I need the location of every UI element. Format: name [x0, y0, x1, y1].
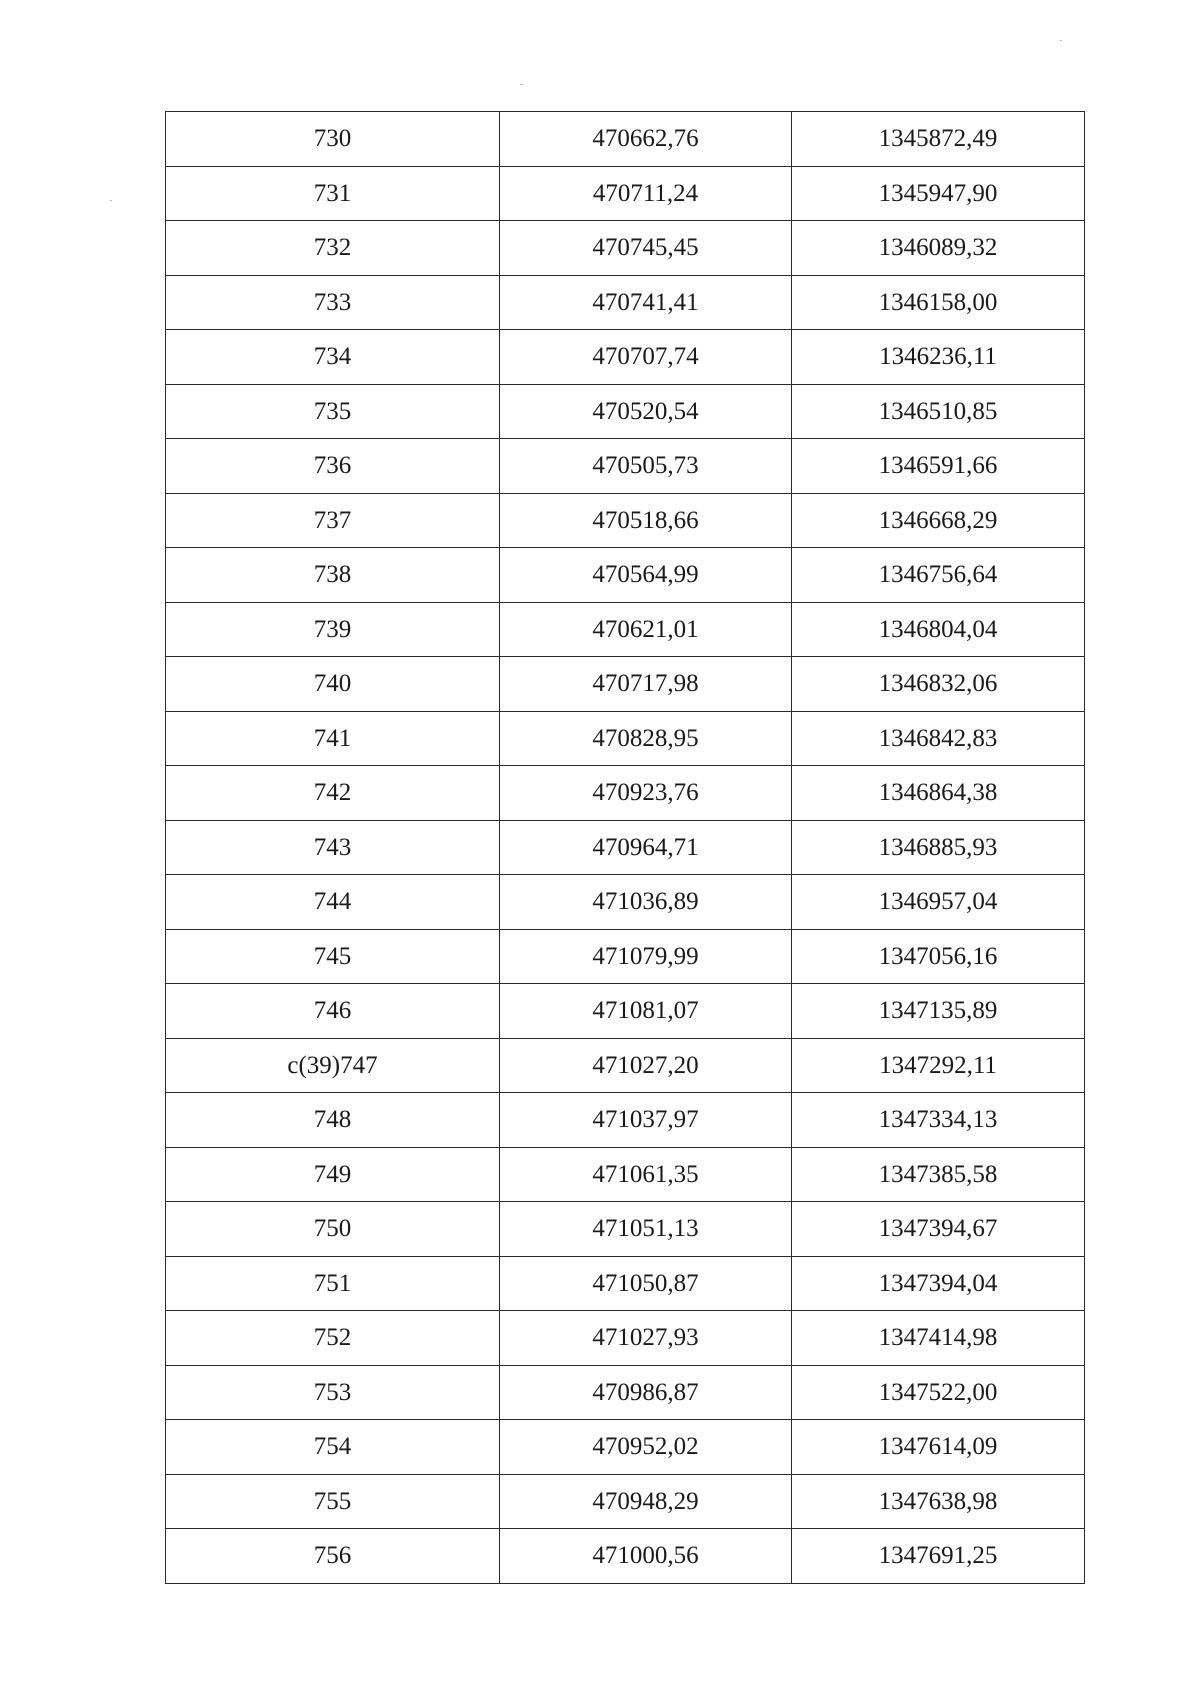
y-coordinate-cell: 1346591,66	[792, 439, 1085, 494]
table-row	[166, 1474, 1085, 1529]
coordinates-table	[165, 111, 1085, 1584]
table-row	[166, 1093, 1085, 1148]
point-number-cell: 750	[166, 1202, 500, 1257]
y-coordinate-cell: 1346842,83	[792, 711, 1085, 766]
y-coordinate-cell: 1347638,98	[792, 1474, 1085, 1529]
point-number-cell: 751	[166, 1256, 500, 1311]
table-row	[166, 766, 1085, 821]
x-coordinate-cell: 470952,02	[500, 1420, 792, 1475]
table-row	[166, 384, 1085, 439]
table-row	[166, 439, 1085, 494]
table-row	[166, 820, 1085, 875]
y-coordinate-cell: 1347414,98	[792, 1311, 1085, 1366]
x-coordinate-cell: 471061,35	[500, 1147, 792, 1202]
y-coordinate-cell: 1347292,11	[792, 1038, 1085, 1093]
y-coordinate-cell: 1346832,06	[792, 657, 1085, 712]
point-number-cell: 755	[166, 1474, 500, 1529]
x-coordinate-cell: 471027,20	[500, 1038, 792, 1093]
scan-speck	[1060, 40, 1062, 41]
table-row	[166, 1147, 1085, 1202]
x-coordinate-cell: 471037,97	[500, 1093, 792, 1148]
x-coordinate-cell: 471027,93	[500, 1311, 792, 1366]
y-coordinate-cell: 1347135,89	[792, 984, 1085, 1039]
y-coordinate-cell: 1346756,64	[792, 548, 1085, 603]
y-coordinate-cell: 1346089,32	[792, 221, 1085, 276]
y-coordinate-cell: 1347394,67	[792, 1202, 1085, 1257]
table-row	[166, 929, 1085, 984]
x-coordinate-cell: 470520,54	[500, 384, 792, 439]
x-coordinate-cell: 470986,87	[500, 1365, 792, 1420]
point-number-cell: 753	[166, 1365, 500, 1420]
scan-speck	[520, 84, 523, 85]
point-number-cell: 733	[166, 275, 500, 330]
point-number-cell: 737	[166, 493, 500, 548]
y-coordinate-cell: 1346957,04	[792, 875, 1085, 930]
point-number-cell: 754	[166, 1420, 500, 1475]
table-row	[166, 330, 1085, 385]
x-coordinate-cell: 470621,01	[500, 602, 792, 657]
x-coordinate-cell: 471051,13	[500, 1202, 792, 1257]
table-row	[166, 1038, 1085, 1093]
point-number-cell: 730	[166, 112, 500, 167]
table-row	[166, 166, 1085, 221]
x-coordinate-cell: 470741,41	[500, 275, 792, 330]
table-row	[166, 602, 1085, 657]
x-coordinate-cell: 470707,74	[500, 330, 792, 385]
point-number-cell: 740	[166, 657, 500, 712]
table-row	[166, 984, 1085, 1039]
point-number-cell: 734	[166, 330, 500, 385]
point-number-cell: 738	[166, 548, 500, 603]
point-number-cell: 748	[166, 1093, 500, 1148]
point-number-cell: 752	[166, 1311, 500, 1366]
y-coordinate-cell: 1347691,25	[792, 1529, 1085, 1584]
table-row	[166, 1365, 1085, 1420]
y-coordinate-cell: 1346158,00	[792, 275, 1085, 330]
table-row	[166, 1420, 1085, 1475]
y-coordinate-cell: 1346864,38	[792, 766, 1085, 821]
x-coordinate-cell: 470923,76	[500, 766, 792, 821]
y-coordinate-cell: 1345947,90	[792, 166, 1085, 221]
scan-speck	[110, 200, 112, 201]
point-number-cell: 745	[166, 929, 500, 984]
table-row	[166, 1529, 1085, 1584]
y-coordinate-cell: 1347056,16	[792, 929, 1085, 984]
x-coordinate-cell: 470564,99	[500, 548, 792, 603]
y-coordinate-cell: 1346510,85	[792, 384, 1085, 439]
y-coordinate-cell: 1346236,11	[792, 330, 1085, 385]
table-row	[166, 1311, 1085, 1366]
y-coordinate-cell: 1347385,58	[792, 1147, 1085, 1202]
point-number-cell: 742	[166, 766, 500, 821]
y-coordinate-cell: 1346668,29	[792, 493, 1085, 548]
table-row	[166, 493, 1085, 548]
table-row	[166, 1256, 1085, 1311]
x-coordinate-cell: 470717,98	[500, 657, 792, 712]
point-number-cell: 746	[166, 984, 500, 1039]
point-number-cell: c(39)747	[166, 1038, 500, 1093]
x-coordinate-cell: 470964,71	[500, 820, 792, 875]
point-number-cell: 736	[166, 439, 500, 494]
x-coordinate-cell: 471081,07	[500, 984, 792, 1039]
y-coordinate-cell: 1346885,93	[792, 820, 1085, 875]
table-row	[166, 875, 1085, 930]
point-number-cell: 735	[166, 384, 500, 439]
x-coordinate-cell: 471000,56	[500, 1529, 792, 1584]
x-coordinate-cell: 470662,76	[500, 112, 792, 167]
point-number-cell: 732	[166, 221, 500, 276]
table-row	[166, 221, 1085, 276]
x-coordinate-cell: 471079,99	[500, 929, 792, 984]
x-coordinate-cell: 470828,95	[500, 711, 792, 766]
table-row	[166, 112, 1085, 167]
table-row	[166, 657, 1085, 712]
point-number-cell: 743	[166, 820, 500, 875]
y-coordinate-cell: 1347394,04	[792, 1256, 1085, 1311]
point-number-cell: 731	[166, 166, 500, 221]
point-number-cell: 741	[166, 711, 500, 766]
table-row	[166, 275, 1085, 330]
x-coordinate-cell: 470505,73	[500, 439, 792, 494]
y-coordinate-cell: 1347614,09	[792, 1420, 1085, 1475]
y-coordinate-cell: 1347522,00	[792, 1365, 1085, 1420]
point-number-cell: 744	[166, 875, 500, 930]
x-coordinate-cell: 470518,66	[500, 493, 792, 548]
x-coordinate-cell: 470948,29	[500, 1474, 792, 1529]
coordinates-table-body	[166, 112, 1085, 1584]
x-coordinate-cell: 470711,24	[500, 166, 792, 221]
x-coordinate-cell: 471036,89	[500, 875, 792, 930]
table-row	[166, 548, 1085, 603]
table-row	[166, 711, 1085, 766]
point-number-cell: 749	[166, 1147, 500, 1202]
y-coordinate-cell: 1346804,04	[792, 602, 1085, 657]
point-number-cell: 739	[166, 602, 500, 657]
x-coordinate-cell: 470745,45	[500, 221, 792, 276]
table-row	[166, 1202, 1085, 1257]
y-coordinate-cell: 1347334,13	[792, 1093, 1085, 1148]
point-number-cell: 756	[166, 1529, 500, 1584]
y-coordinate-cell: 1345872,49	[792, 112, 1085, 167]
x-coordinate-cell: 471050,87	[500, 1256, 792, 1311]
